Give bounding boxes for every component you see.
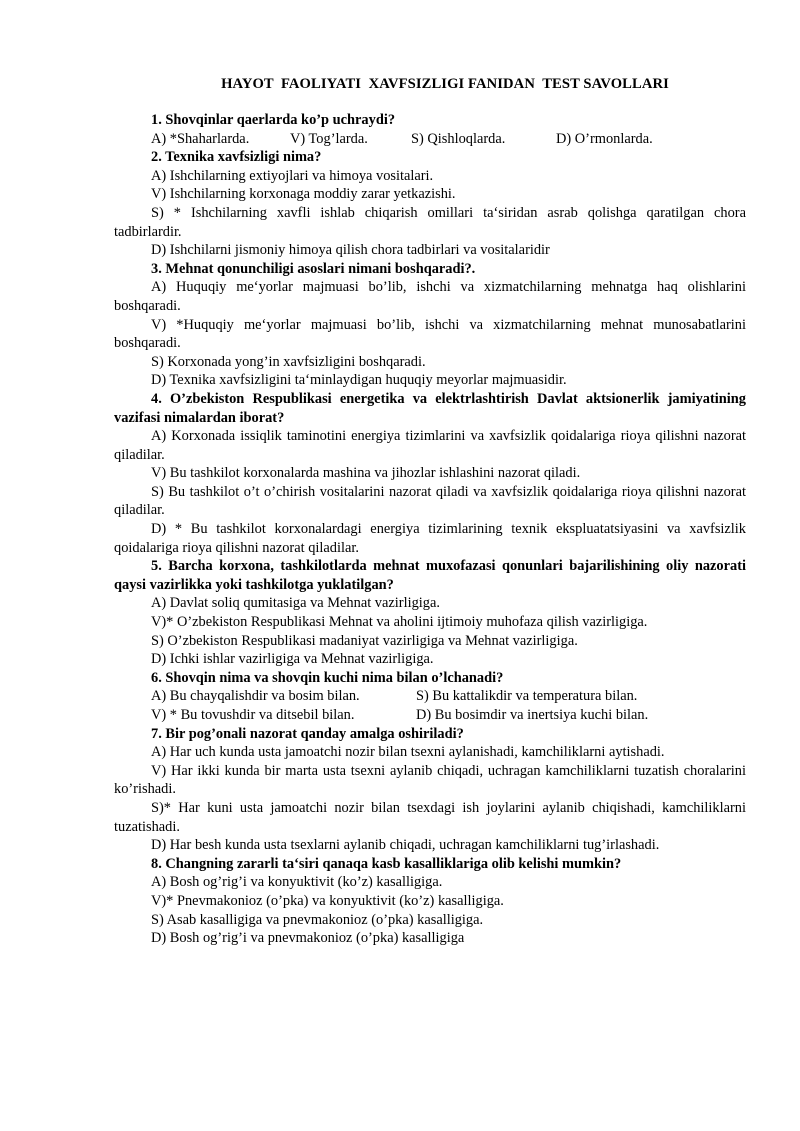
q6-options-row-1 bbox=[114, 687, 746, 706]
q6-option-s: S) Bu kattalikdir va temperatura bilan. bbox=[416, 688, 638, 705]
question-5: 5. Barcha korxona, tashkilotlarda mehnat muxofazasi qonunlari bajarilishining oliy nazorati qaysi vazirlikka yoki tashkilotga yuklatilgan? bbox=[114, 558, 746, 593]
question-8: 8. Changning zararli ta‘siri qanaqa kasb kasalliklariga olib kelishi mumkin? bbox=[151, 855, 622, 872]
question-6: 6. Shovqin nima va shovqin kuchi nima bilan o’lchanadi? bbox=[151, 669, 504, 686]
q5-option-s: S) O’zbekiston Respublikasi madaniyat vazirligiga va Mehnat vazirligiga. bbox=[151, 632, 578, 649]
q2-option-s: S) * Ishchilarning xavfli ishlab chiqarish omillari ta‘siridan asrab qolishga qaratilgan chora tadbirlardir. bbox=[114, 204, 746, 240]
document-title: HAYOT FAOLIYATI XAVFSIZLIGI FANIDAN TEST SAVOLLARI bbox=[221, 76, 669, 92]
q8-option-d: D) Bosh og’rig’i va pnevmakonioz (o’pka) kasalligiga bbox=[151, 930, 465, 947]
q3-option-v: V) *Huquqiy me‘yorlar majmuasi bo’lib, ishchi va xizmatchilarning mehnat munosabatlarini boshqaradi. bbox=[114, 316, 746, 352]
q1-options-row bbox=[114, 130, 746, 149]
question-3: 3. Mehnat qonunchiligi asoslari nimani boshqaradi?. bbox=[151, 260, 476, 277]
q6-option-v: V) * Bu tovushdir va ditsebil bilan. bbox=[151, 707, 355, 723]
test-questions bbox=[114, 111, 746, 948]
q4-option-s: S) Bu tashkilot o’t o’chirish vositalarini nazorat qiladi va xavfsizlik qoidalariga rioya qilishni nazorat qiladilar. bbox=[114, 483, 746, 519]
q4-option-v: V) Bu tashkilot korxonalarda mashina va jihozlar ishlashini nazorat qiladi. bbox=[151, 465, 581, 482]
q5-option-v: V)* O’zbekiston Respublikasi Mehnat va aholini ijtimoiy muhofaza qilish vazirligiga. bbox=[151, 614, 648, 631]
q3-option-d: D) Texnika xavfsizligini ta‘minlaydigan huquqiy meyorlar majmuasidir. bbox=[151, 372, 567, 389]
q7-option-d: D) Har besh kunda usta tsexlarni aylanib chiqadi, uchragan kamchiliklarni tug’irlashadi. bbox=[151, 837, 660, 854]
q5-option-d: D) Ichki ishlar vazirligiga va Mehnat vazirligiga. bbox=[151, 651, 434, 668]
q6-options-row-2 bbox=[114, 706, 746, 725]
q4-option-d: D) * Bu tashkilot korxonalardagi energiya tizimlarining texnik ekspluatatsiyasini va xavfsizlik qoidalariga rioya qilishni nazorat qiladilar. bbox=[114, 521, 746, 556]
q1-option-v: V) Tog’larda. bbox=[290, 130, 368, 147]
q3-option-s: S) Korxonada yong’in xavfsizligini boshqaradi. bbox=[151, 353, 426, 370]
q7-option-v: V) Har ikki kunda bir marta usta tsexni aylanib chiqadi, uchragan kamchiliklarni tuzatish choralarini ko’rishadi. bbox=[114, 762, 746, 798]
q2-option-d: D) Ishchilarni jismoniy himoya qilish chora tadbirlari va vositalaridir bbox=[151, 242, 550, 259]
question-7: 7. Bir pog’onali nazorat qanday amalga oshiriladi? bbox=[151, 725, 464, 742]
q7-option-s: S)* Har kuni usta jamoatchi nozir bilan tsexdagi ish joylarini aylanib chiqishadi, kamchiliklarni tuzatishadi. bbox=[114, 799, 746, 835]
q6-option-d: D) Bu bosimdir va inertsiya kuchi bilan. bbox=[416, 707, 649, 723]
question-2: 2. Texnika xavfsizligi nima? bbox=[151, 149, 322, 166]
q8-option-s: S) Asab kasalligiga va pnevmakonioz (o’pka) kasalligiga. bbox=[151, 911, 484, 928]
q1-option-a: A) *Shaharlarda. bbox=[151, 130, 250, 147]
q7-option-a: A) Har uch kunda usta jamoatchi nozir bilan tsexni aylanishadi, kamchiliklarni aytishadi. bbox=[151, 744, 665, 761]
q4-option-a: A) Korxonada issiqlik taminotini energiya tizimlarini va xavfsizlik qoidalariga rioya qilishni nazorat qiladilar. bbox=[114, 428, 746, 463]
q6-option-a: A) Bu chayqalishdir va bosim bilan. bbox=[151, 688, 360, 705]
q8-option-a: A) Bosh og’rig’i va konyuktivit (ko’z) kasalligiga. bbox=[151, 874, 443, 891]
q5-option-a: A) Davlat soliq qumitasiga va Mehnat vazirligiga. bbox=[151, 595, 440, 612]
q8-option-v: V)* Pnevmakonioz (o’pka) va konyuktivit (ko’z) kasalligiga. bbox=[151, 892, 504, 909]
q1-option-s: S) Qishloqlarda. bbox=[411, 130, 506, 147]
q2-option-a: A) Ishchilarning extiyojlari va himoya vositalari. bbox=[151, 167, 434, 184]
question-1: 1. Shovqinlar qaerlarda ko’p uchraydi? bbox=[151, 112, 396, 128]
q1-option-d: D) O’rmonlarda. bbox=[556, 130, 653, 147]
q2-option-v: V) Ishchilarning korxonaga moddiy zarar yetkazishi. bbox=[151, 186, 456, 203]
q3-option-a: A) Huquqiy me‘yorlar majmuasi bo’lib, ishchi va xizmatchilarning mehnatga haq olishlarini boshqaradi. bbox=[114, 279, 746, 314]
question-4: 4. O’zbekiston Respublikasi energetika va elektrlashtirish Davlat aktsionerlik jamiyatining vazifasi nimalardan iborat? bbox=[114, 390, 746, 426]
